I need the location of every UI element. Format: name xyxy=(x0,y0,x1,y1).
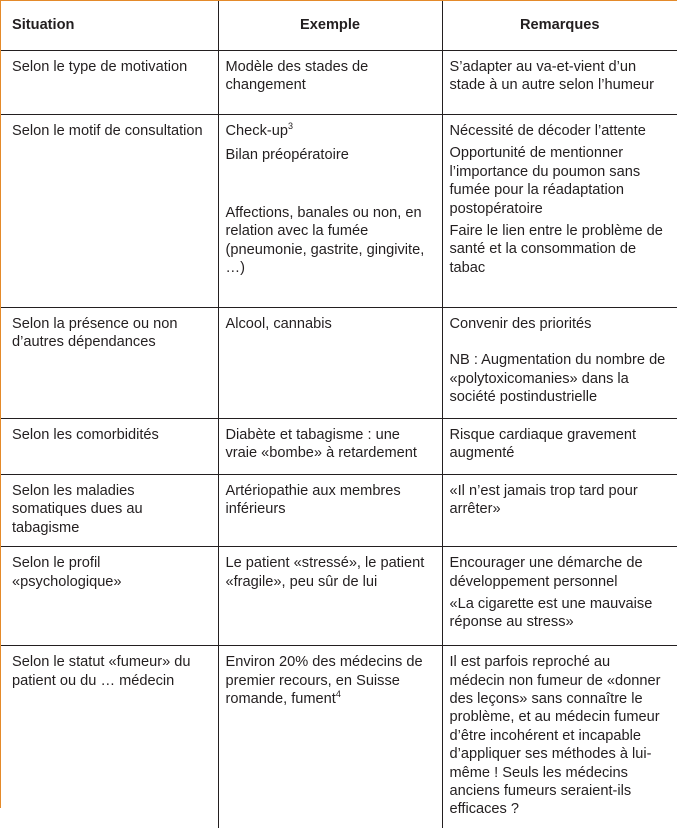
header-row xyxy=(1,1,677,51)
remarque-text: Faire le lien entre le problème de santé et la consommation de tabac xyxy=(449,223,663,276)
exemple-cell: Le patient «stressé», le patient «fragile», peu sûr de lui xyxy=(218,547,442,646)
exemple-text: Affections, banales ou non, en relation avec la fumée (pneumonie, gastrite, gingivite, …) xyxy=(225,204,425,277)
remarque-text: NB : Augmentation du nombre de «polytoxicomanies» dans la société postindustrielle xyxy=(449,352,666,406)
remarques-cell: «Il n’est jamais trop tard pour arrêter» xyxy=(442,475,677,547)
remarques-cell xyxy=(442,115,677,308)
situation-cell: Selon les comorbidités xyxy=(1,419,218,475)
remarques-cell xyxy=(442,547,677,646)
exemple-cell: Artériopathie aux membres inférieurs xyxy=(218,475,442,547)
remarque-text: «La cigarette est une mauvaise réponse au stress» xyxy=(449,596,653,631)
remarque-text: Convenir des priorités xyxy=(449,316,592,332)
footnote-ref[interactable]: 3 xyxy=(287,121,293,131)
remarques-cell: S’adapter au va-et-vient d’un stade à un autre selon l’humeur xyxy=(442,51,677,115)
table-row xyxy=(1,51,677,115)
exemple-cell xyxy=(218,115,442,308)
footnote-ref[interactable]: 4 xyxy=(335,689,341,700)
remarque-text: Encourager une démarche de développement personnel xyxy=(449,555,643,590)
table-row xyxy=(1,115,677,308)
exemple-cell: Alcool, cannabis xyxy=(218,308,442,419)
remarques-cell: Risque cardiaque gravement augmenté xyxy=(442,419,677,475)
table-row xyxy=(1,646,677,828)
exemple-text: Bilan préopératoire xyxy=(225,147,349,164)
remarque-text: Nécessité de décoder l’attente xyxy=(449,123,646,139)
situation-cell: Selon le type de motivation xyxy=(1,51,218,115)
header-situation: Situation xyxy=(1,1,218,51)
header-remarques: Remarques xyxy=(442,1,677,51)
remarques-cell xyxy=(442,308,677,419)
table-row xyxy=(1,308,677,419)
situation-cell: Selon les maladies somatiques dues au tabagisme xyxy=(1,475,218,547)
table-row xyxy=(1,547,677,646)
exemple-cell: Modèle des stades de changement xyxy=(218,51,442,115)
situation-table xyxy=(1,1,677,828)
table-row xyxy=(1,475,677,547)
exemple-text: Check-up xyxy=(225,123,288,139)
situation-cell: Selon la présence ou non d’autres dépendances xyxy=(1,308,218,419)
exemple-text: Environ 20% des médecins de premier recours, en Suisse romande, fument xyxy=(225,654,423,708)
exemple-cell xyxy=(218,646,442,828)
remarques-cell: Il est parfois reproché au médecin non fumeur de «donner des leçons» sans connaître le problème, et au médecin fumeur d’être incohérent et incapable d’appliquer ses méthodes à lui-même ! Seuls les médecins anciens fumeurs seraient-ils efficaces ? xyxy=(442,646,677,828)
header-exemple: Exemple xyxy=(218,1,442,51)
remarque-text: Opportunité de mentionner l’importance du poumon sans fumée pour la réadaptation postopératoire xyxy=(449,145,641,217)
table-row xyxy=(1,419,677,475)
situation-cell: Selon le statut «fumeur» du patient ou du … médecin xyxy=(12,654,191,689)
situation-cell: Selon le motif de consultation xyxy=(1,115,218,308)
situation-cell: Selon le profil «psychologique» xyxy=(1,547,218,646)
exemple-cell: Diabète et tabagisme : une vraie «bombe» à retardement xyxy=(218,419,442,475)
